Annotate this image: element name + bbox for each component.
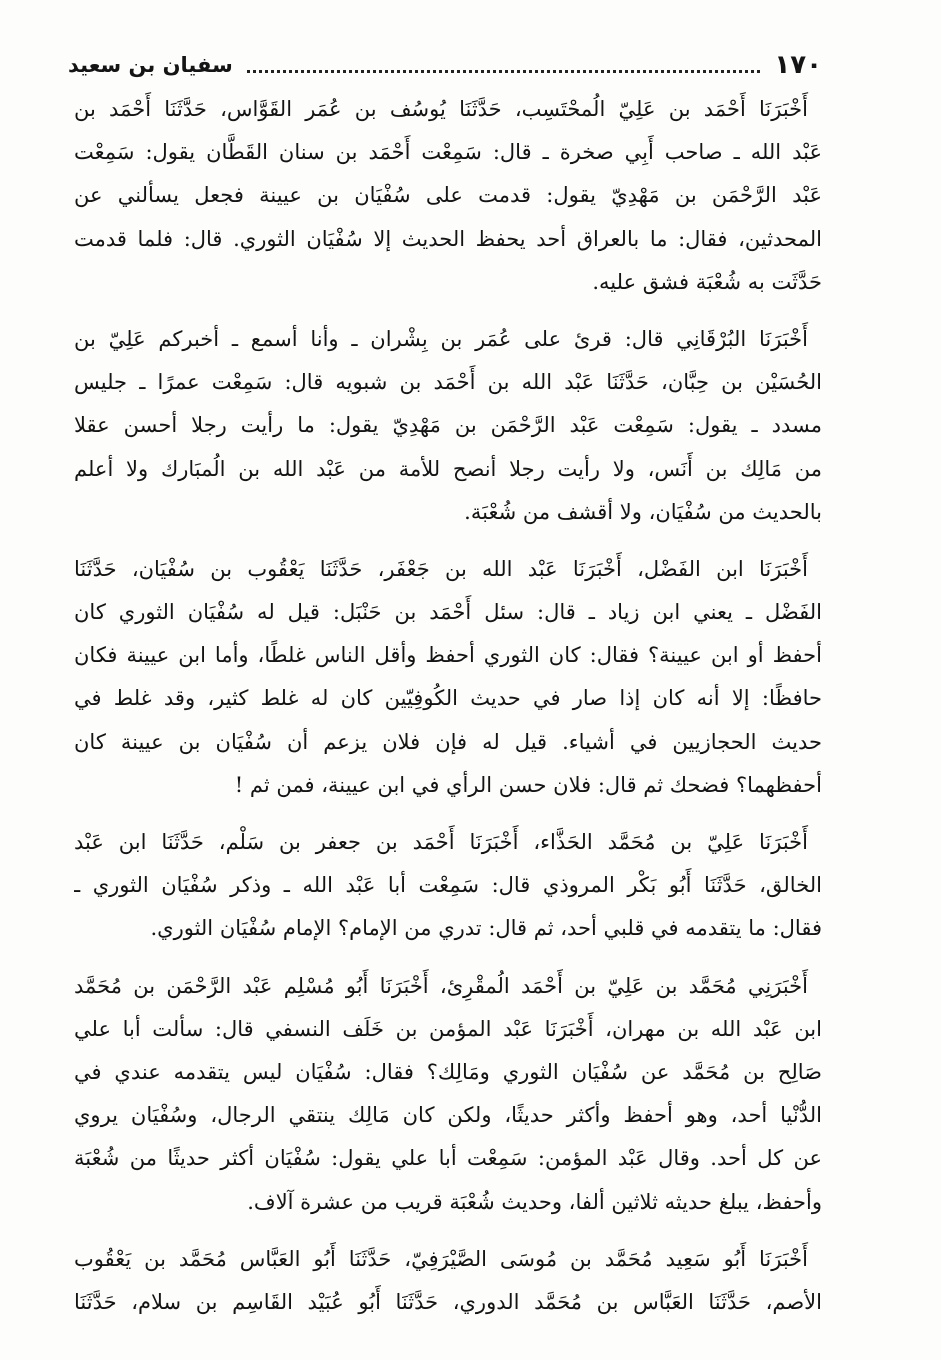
header-dot-leader [247,70,761,73]
page-number: ١٧٠ [774,50,822,80]
running-title: سفيان بن سعيد [68,53,233,77]
text-line: بالحديث من سُفْيَان، ولا أقشف من شُعْبَة. [464,499,822,524]
text-line: الفَضْل ـ يعني ابن زياد ـ قال: سئل أَحْمَد بن حَنْبَل: قيل له سُفْيَان الثوري كان [74,600,822,625]
text-line: أحفظهما؟ فضحك ثم قال: فلان حسن الرأي في ابن عيينة، فمن ثم ! [234,772,822,797]
text-line: أَخْبَرَنَا البُرْقَانِي قال: قرئ على عُمَر بن بِشْران ـ وأنا أسمع ـ أخبركم عَلِيّ بن [74,326,808,351]
text-line: الدُّنْيا أحد، وهو أحفظ وأكثر حديثًا، ولكن كان مَالِك ينتقي الرجال، وسُفْيَان يروي [74,1103,822,1128]
text-line: أَخْبَرَنَا أَبُو سَعِيد مُحَمَّد بن مُوسَى الصَّيْرَفِيّ، حَدَّثَنَا أَبُو العَبَّاس مُحَمَّد بن يَعْقُوب [74,1246,808,1271]
paragraph [74,548,822,807]
paragraph [74,318,822,534]
text-line: أَخْبَرَنَا ابن الفَضْل، أَخْبَرَنَا عَبْد الله بن جَعْفَر، حَدَّثَنَا يَعْقُوب بن سُفْيَان، حَدَّثَنَا [74,556,808,581]
paragraph [74,965,822,1224]
page-header [68,48,822,82]
text-line: أَخْبَرَنِي مُحَمَّد بن عَلِيّ بن أَحْمَد الُمقْرِئ، أَخْبَرَنَا أَبُو مُسْلِم عَبْد الرَّحْمَن بن مُحَمَّد [74,973,808,998]
paragraph [74,1238,822,1324]
text-line: أحفظ أو ابن عيينة؟ فقال: كان الثوري أحفظ وأقل الناس غلطًا، وأما ابن عيينة فكان [74,643,822,668]
page-body [74,88,822,1338]
text-line: عَبْد الرَّحْمَن بن مَهْدِيّ يقول: قدمت على سُفْيَان بن عيينة فجعل يسألني عن [74,183,822,208]
paragraph [74,821,822,951]
text-line: الحُسَيْن بن حِبَّان، حَدَّثَنَا عَبْد الله بن أَحْمَد بن شبويه قال: سَمِعْت عمرًا ـ جليس [74,370,822,395]
text-line: المحدثين، فقال: ما بالعراق أحد يحفظ الحديث إلا سُفْيَان الثوري. قال: فلما قدمت [74,226,822,251]
text-line: أَخْبَرَنَا عَلِيّ بن مُحَمَّد الحَذَّاء، أَخْبَرَنَا أَحْمَد بن جعفر بن سَلْم، حَدَّثَنَا ابن عَبْد [74,830,808,854]
text-line: حديث الحجازيين في أشياء. قيل له فإن فلان يزعم أن سُفْيَان بن عيينة كان [74,729,822,754]
text-line: الخالق، حَدَّثَنَا أَبُو بَكْر المروذي قال: سَمِعْت أبا عَبْد الله ـ وذكر سُفْيَان الثوري ـ [74,873,822,898]
text-line: عن كل أحد. وقال عَبْد المؤمن: سَمِعْت أبا علي يقول: سُفْيَان أكثر حديثًا من شُعْبَة [74,1146,822,1171]
text-line: وأحفظ، يبلغ حديثه ثلاثين ألفا، وحديث شُعْبَة قريب من عشرة آلاف. [247,1189,822,1214]
text-line: مسدد ـ يقول: سَمِعْت عَبْد الرَّحْمَن بن مَهْدِيّ يقول: ما رأيت رجلا أحسن عقلا [74,413,822,438]
text-line: حَدَّثَت به شُعْبَة فشق عليه. [592,269,822,294]
text-line: الأصم، حَدَّثَنَا العَبَّاس بن مُحَمَّد الدوري، حَدَّثَنَا أَبُو عُبَيْد القَاسِم بن سلام، حَدَّثَنَا [74,1289,822,1314]
text-line: حافظًا: إلا أنه كان إذا صار في حديث الكُوفِيّين كان له غلط كثير، وقد غلط في [74,686,822,711]
text-line: ابن عَبْد الله بن مهران، أَخْبَرَنَا عَبْد المؤمن بن خَلَف النسفي قال: سألت أبا علي [74,1016,822,1041]
paragraph [74,88,822,304]
text-line: فقال: ما يتقدمه في قلبي أحد، ثم قال: تدري من الإمام؟ الإمام سُفْيَان الثوري. [150,916,822,941]
text-line: من مَالِك بن أَنَس، ولا رأيت رجلا أنصح للأمة من عَبْد الله بن الُمبَارك ولا أعلم [74,456,822,481]
text-line: أَخْبَرَنَا أَحْمَد بن عَلِيّ الُمحْتَسِب، حَدَّثَنَا يُوسُف بن عُمَر القَوَّاس، حَدَّثَنَا أَحْمَد بن [74,97,808,121]
text-line: عَبْد الله ـ صاحب أَبِي صخرة ـ قال: سَمِعْت أَحْمَد بن سنان القَطَّان يقول: سَمِعْت [74,140,822,165]
text-line: صَالِح بن مُحَمَّد عن سُفْيَان الثوري ومَالِك؟ فقال: سُفْيَان ليس يتقدمه عندي في [74,1059,822,1084]
